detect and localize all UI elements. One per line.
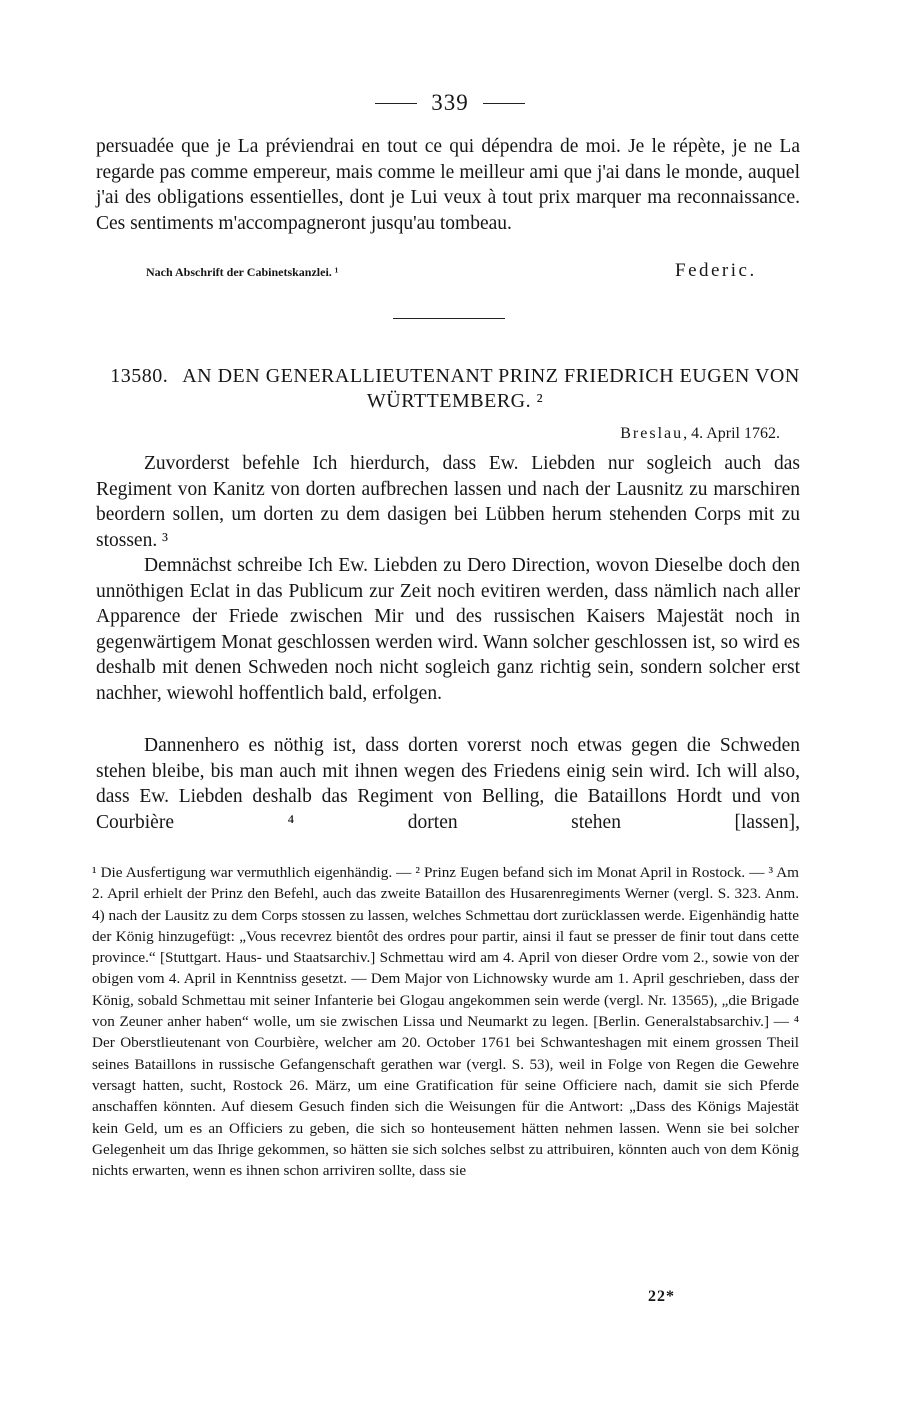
- dateline-place: Breslau: [620, 425, 684, 442]
- previous-letter-ending: persuadée que je La préviendrai en tout ce qui dépendra de moi. Je le répète, je ne La regarde pas comme empereur, mais comme le meilleur ami que j'ai dans le monde, auquel j'ai des obligations essentielles, dont je Lui veux à tout prix marquer ma reconnaissance. Ces sentiments m'accompagneront jusqu'au tombeau.: [96, 136, 800, 234]
- source-note: Nach Abschrift der Cabinetskanzlei. ¹: [146, 265, 339, 279]
- page-number: [0, 88, 900, 118]
- dateline: [560, 425, 780, 443]
- letter-paragraph-1: Zuvorderst befehle Ich hierdurch, dass Ew. Liebden nur sogleich auch das Regiment von Kanitz von dorten aufbrechen lassen und nach der Lausnitz zu marschiren beordern sollen, um dorten zu dem dasigen bei Lübben herum stehenden Corps mit zu stossen. ³: [96, 453, 800, 551]
- page-number-dash-right: [483, 103, 525, 104]
- letter-title: AN DEN GENERALLIEUTENANT PRINZ FRIEDRICH EUGEN VON WÜRTTEMBERG. ²: [182, 365, 800, 412]
- page-number-dash-left: [375, 103, 417, 104]
- section-separator: [393, 318, 505, 319]
- letter-heading: [110, 364, 800, 414]
- letter-paragraph-3: Dannenhero es nöthig ist, dass dorten vorerst noch etwas gegen die Schweden stehen bleibe, bis man auch mit ihnen wegen des Friedens einig sein wird. Ich will also, dass Ew. Liebden deshalb das Regiment von Belling, die Bataillons Hordt und von Courbière ⁴ dorten stehen [lassen],: [96, 735, 800, 833]
- signature: Federic.: [675, 260, 757, 281]
- page-number-text: 339: [431, 90, 469, 115]
- signature-mark: 22*: [648, 1288, 675, 1305]
- footnotes: ¹ Die Ausfertigung war vermuthlich eigenhändig. — ² Prinz Eugen befand sich im Monat April in Rostock. — ³ Am 2. April erhielt der Prinz den Befehl, auch das zweite Bataillon des Husarenregiments Werner (vergl. S. 323. Anm. 4) nach der Lausitz zu dem Corps stossen zu lassen, welches Schmettau dort zurücklassen werde. Eigenhändig hatte der König hinzugefügt: „Vous recevrez bientôt des ordres pour partir, ainsi il faut se presser de finir tout dans cette province.“ [Stuttgart. Haus- und Staatsarchiv.] Schmettau wird am 4. April von dieser Ordre vom 2., sowie von der obigen vom 4. April in Kenntniss gesetzt. — Dem Major von Lichnowsky wurde am 1. April geschrieben, dass der König, sobald Schmettau mit seiner Infanterie bei Glogau angekommen sein werde (vergl. Nr. 13565), „die Brigade von Zeuner anher haben“ wolle, um sie zwischen Lissa und Neumarkt zu legen. [Berlin. Generalstabsarchiv.] — ⁴ Der Oberstlieutenant von Courbière, welcher am 20. October 1761 bei Schwanteshagen mit einem grossen Theil seines Bataillons in russische Gefangenschaft gerathen war (vergl. S. 53), weil in Folge von Regen die Gewehre versagt hatten, sucht, Rostock 26. März, um eine Gratification für seine Officiere nach, damit sie sich Pferde anschaffen könnten. Auf diesem Gesuch finden sich die Weisungen für die Antwort: „Dass des Königs Majestät kein Geld, um es an Officiers zu geben, die sich so honteusement hätten nehmen lassen. Wenn sie bei solcher Gelegenheit um das Ihrige gekommen, so hätten sie sich solches selbst zu attribuiren, könnten auch von dem König nichts erwarten, wenn es ihnen schon arriviren sollte, dass sie: [92, 864, 799, 1180]
- letter-paragraph-2: Demnächst schreibe Ich Ew. Liebden zu Dero Direction, wovon Dieselbe doch den unnöthigen Eclat in das Publicum zur Zeit noch evitiren werden, dass nämlich nach aller Apparence der Friede zwischen Mir und des russischen Kaisers Majestät noch in gegenwärtigem Monat geschlossen werden wird. Wann solcher geschlossen ist, so wird es deshalb mit denen Schweden noch nicht sogleich ganz richtig sein, sondern solcher erst nachher, wiewohl hoffentlich bald, erfolgen.: [96, 555, 800, 704]
- dateline-date: , 4. April 1762.: [683, 425, 780, 442]
- letter-number: 13580.: [110, 365, 169, 387]
